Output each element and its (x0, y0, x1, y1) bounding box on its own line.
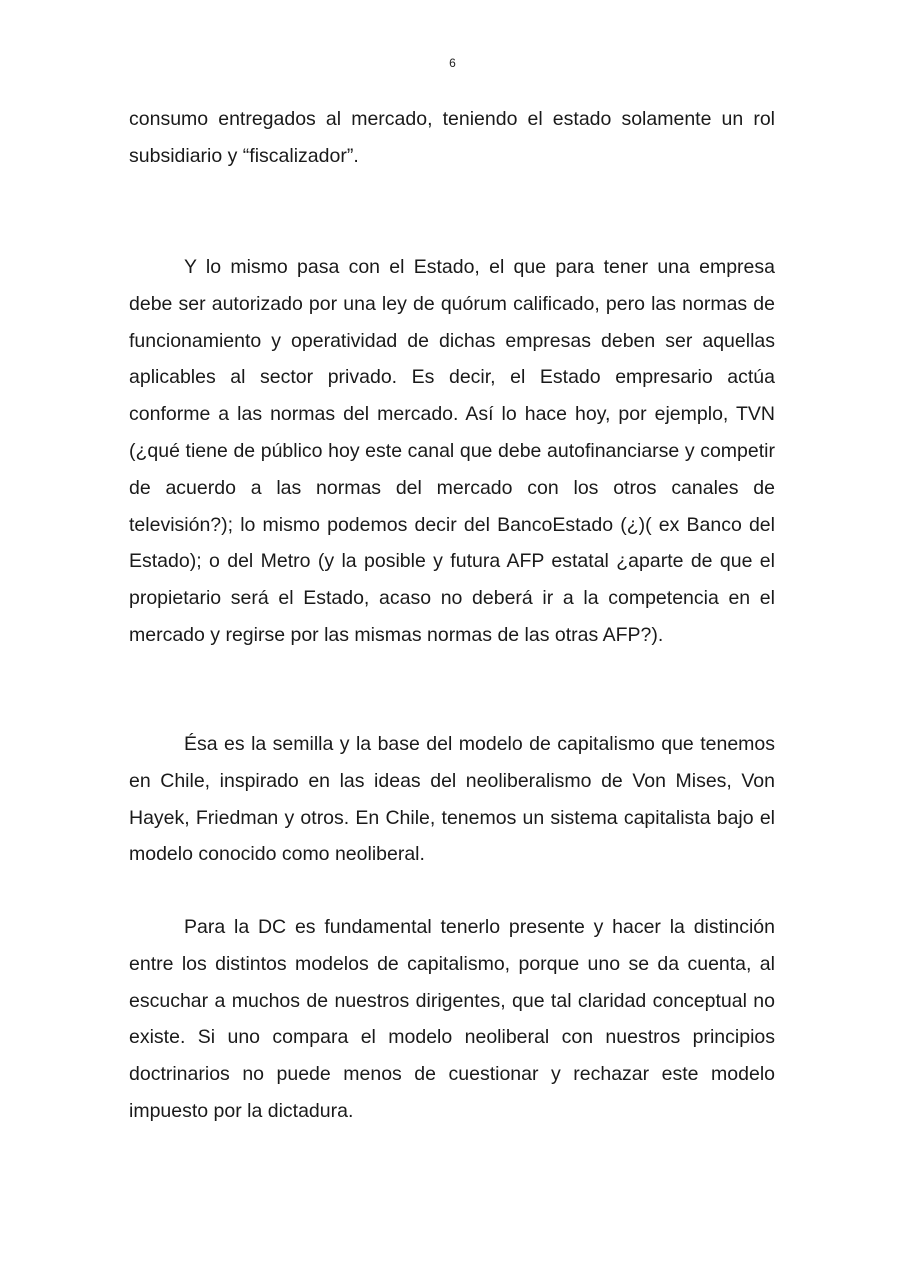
paragraph-estado-empresario: Y lo mismo pasa con el Estado, el que para tener una empresa debe ser autorizado por una ley de quórum calificado, pero las normas de funcionamiento y operatividad de dichas empresas deben ser aquellas aplicables al sector privado. Es decir, el Estado empresario actúa conforme a las normas del mercado. Así lo hace hoy, por ejemplo, TVN (¿qué tiene de público hoy este canal que debe autofinanciarse y competir de acuerdo a las normas del mercado con los otros canales de televisión?); lo mismo podemos decir del BancoEstado (¿)( ex Banco del Estado); o del Metro (y la posible y futura AFP estatal ¿aparte de que el propietario será el Estado, acaso no deberá ir a la competencia en el mercado y regirse por las mismas normas de las otras AFP?). (129, 256, 775, 646)
paragraph-dc-distincion: Para la DC es fundamental tenerlo presente y hacer la distinción entre los distintos modelos de capitalismo, porque uno se da cuenta, al escuchar a muchos de nuestros dirigentes, que tal claridad conceptual no existe. Si uno compara el modelo neoliberal con nuestros principios doctrinarios no puede menos de cuestionar y rechazar este modelo impuesto por la dictadura. (129, 916, 775, 1122)
paragraph-modelo-capitalismo: Ésa es la semilla y la base del modelo de capitalismo que tenemos en Chile, inspirado en las ideas del neoliberalismo de Von Mises, Von Hayek, Friedman y otros. En Chile, tenemos un sistema capitalista bajo el modelo conocido como neoliberal. (129, 733, 775, 866)
page-number: 6 (449, 56, 456, 70)
paragraph-continuation: consumo entregados al mercado, teniendo el estado solamente un rol subsidiario y “fiscalizador”. (129, 108, 775, 167)
